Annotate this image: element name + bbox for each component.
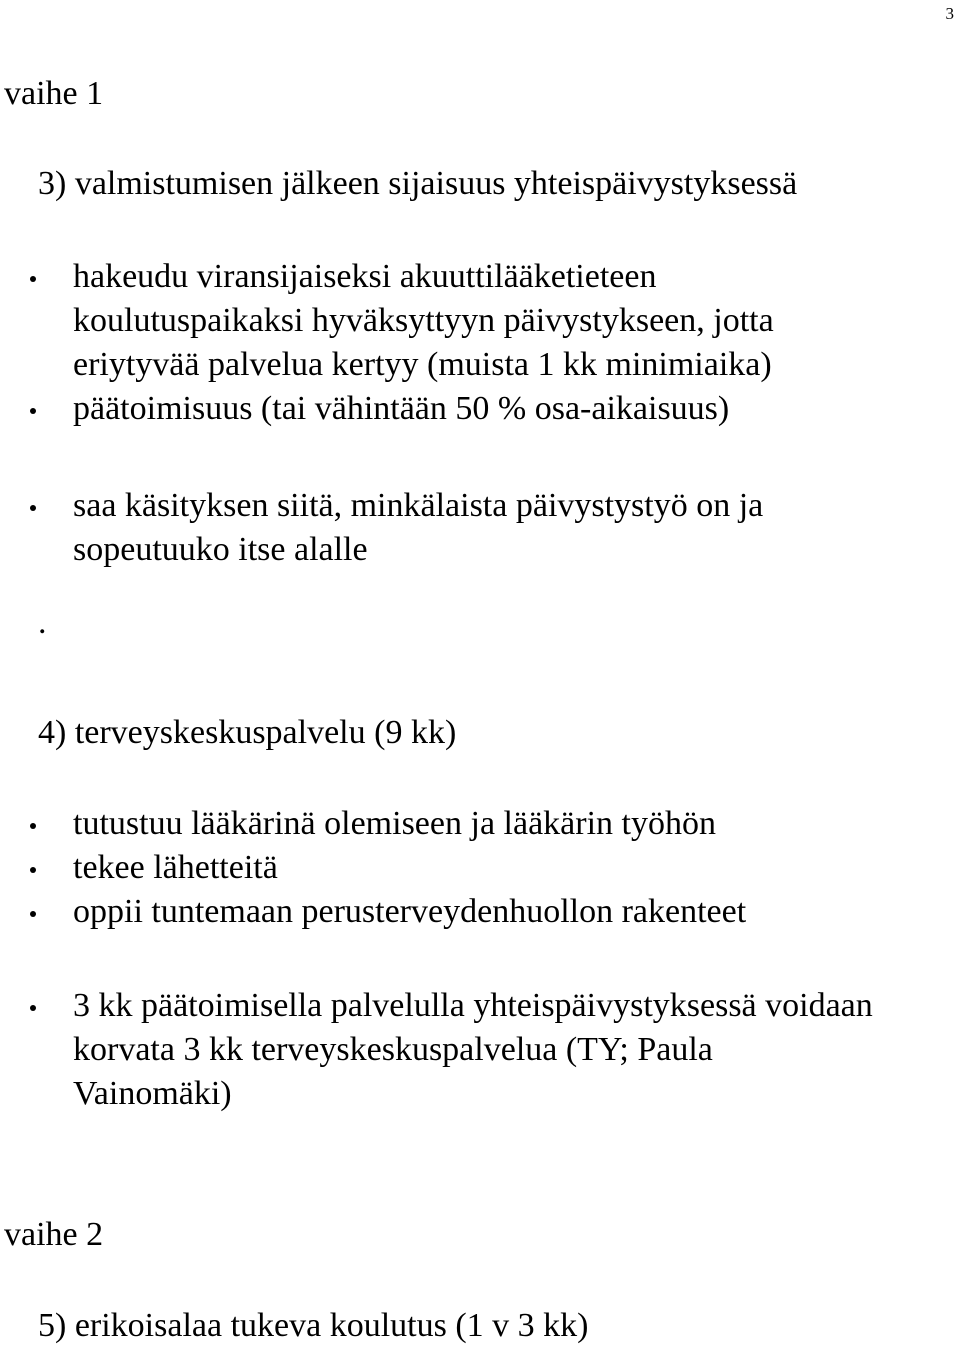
list-item-text: saa käsityksen siitä, minkälaista päivystystyö on ja sopeutuuko itse alalle <box>73 487 764 568</box>
list-item-text: hakeudu viransijaiseksi akuuttilääketieteen koulutuspaikaksi hyväksyttyyn päivystykseen, jotta eriytyvää palvelua kertyy (muista 1 kk minimiaika) <box>73 258 774 383</box>
list-item <box>0 484 893 572</box>
list-item <box>0 802 893 846</box>
section4-title: 4) terveyskeskuspalvelu (9 kk) <box>38 714 457 751</box>
list-item <box>0 890 893 934</box>
bullet-icon <box>30 1005 36 1011</box>
list-item-text: 3 kk päätoimisella palvelulla yhteispäivystyksessä voidaan korvata 3 kk terveyskeskuspalvelua (TY; Paula Vainomäki) <box>73 987 873 1112</box>
bullet-icon <box>30 911 36 917</box>
bullet-icon <box>30 505 36 511</box>
list-item <box>0 846 893 890</box>
bullet-icon <box>30 867 36 873</box>
phase1-heading: vaihe 1 <box>4 75 104 112</box>
phase2-heading: vaihe 2 <box>4 1216 104 1253</box>
section3-bullet-list-2 <box>0 484 893 572</box>
section4-bullet-list <box>0 802 893 934</box>
list-item <box>0 255 893 387</box>
list-item-text: oppii tuntemaan perusterveydenhuollon rakenteet <box>73 893 747 930</box>
bullet-icon <box>30 408 36 414</box>
list-item-text: päätoimisuus (tai vähintään 50 % osa-aikaisuus) <box>73 390 730 427</box>
section5-title: 5) erikoisalaa tukeva koulutus (1 v 3 kk) <box>38 1307 589 1344</box>
list-item <box>0 387 893 431</box>
list-item <box>0 984 873 1116</box>
list-item-text: tekee lähetteitä <box>73 849 278 886</box>
bullet-icon <box>30 276 36 282</box>
section4-bullet-list-2 <box>0 984 873 1116</box>
page-number: 3 <box>945 4 954 23</box>
list-item-text: tutustuu lääkärinä olemiseen ja lääkärin työhön <box>73 805 716 842</box>
separator-dot: . <box>38 604 47 641</box>
section3-title: 3) valmistumisen jälkeen sijaisuus yhteispäivystyksessä <box>38 165 798 202</box>
bullet-icon <box>30 823 36 829</box>
section3-bullet-list <box>0 255 893 431</box>
